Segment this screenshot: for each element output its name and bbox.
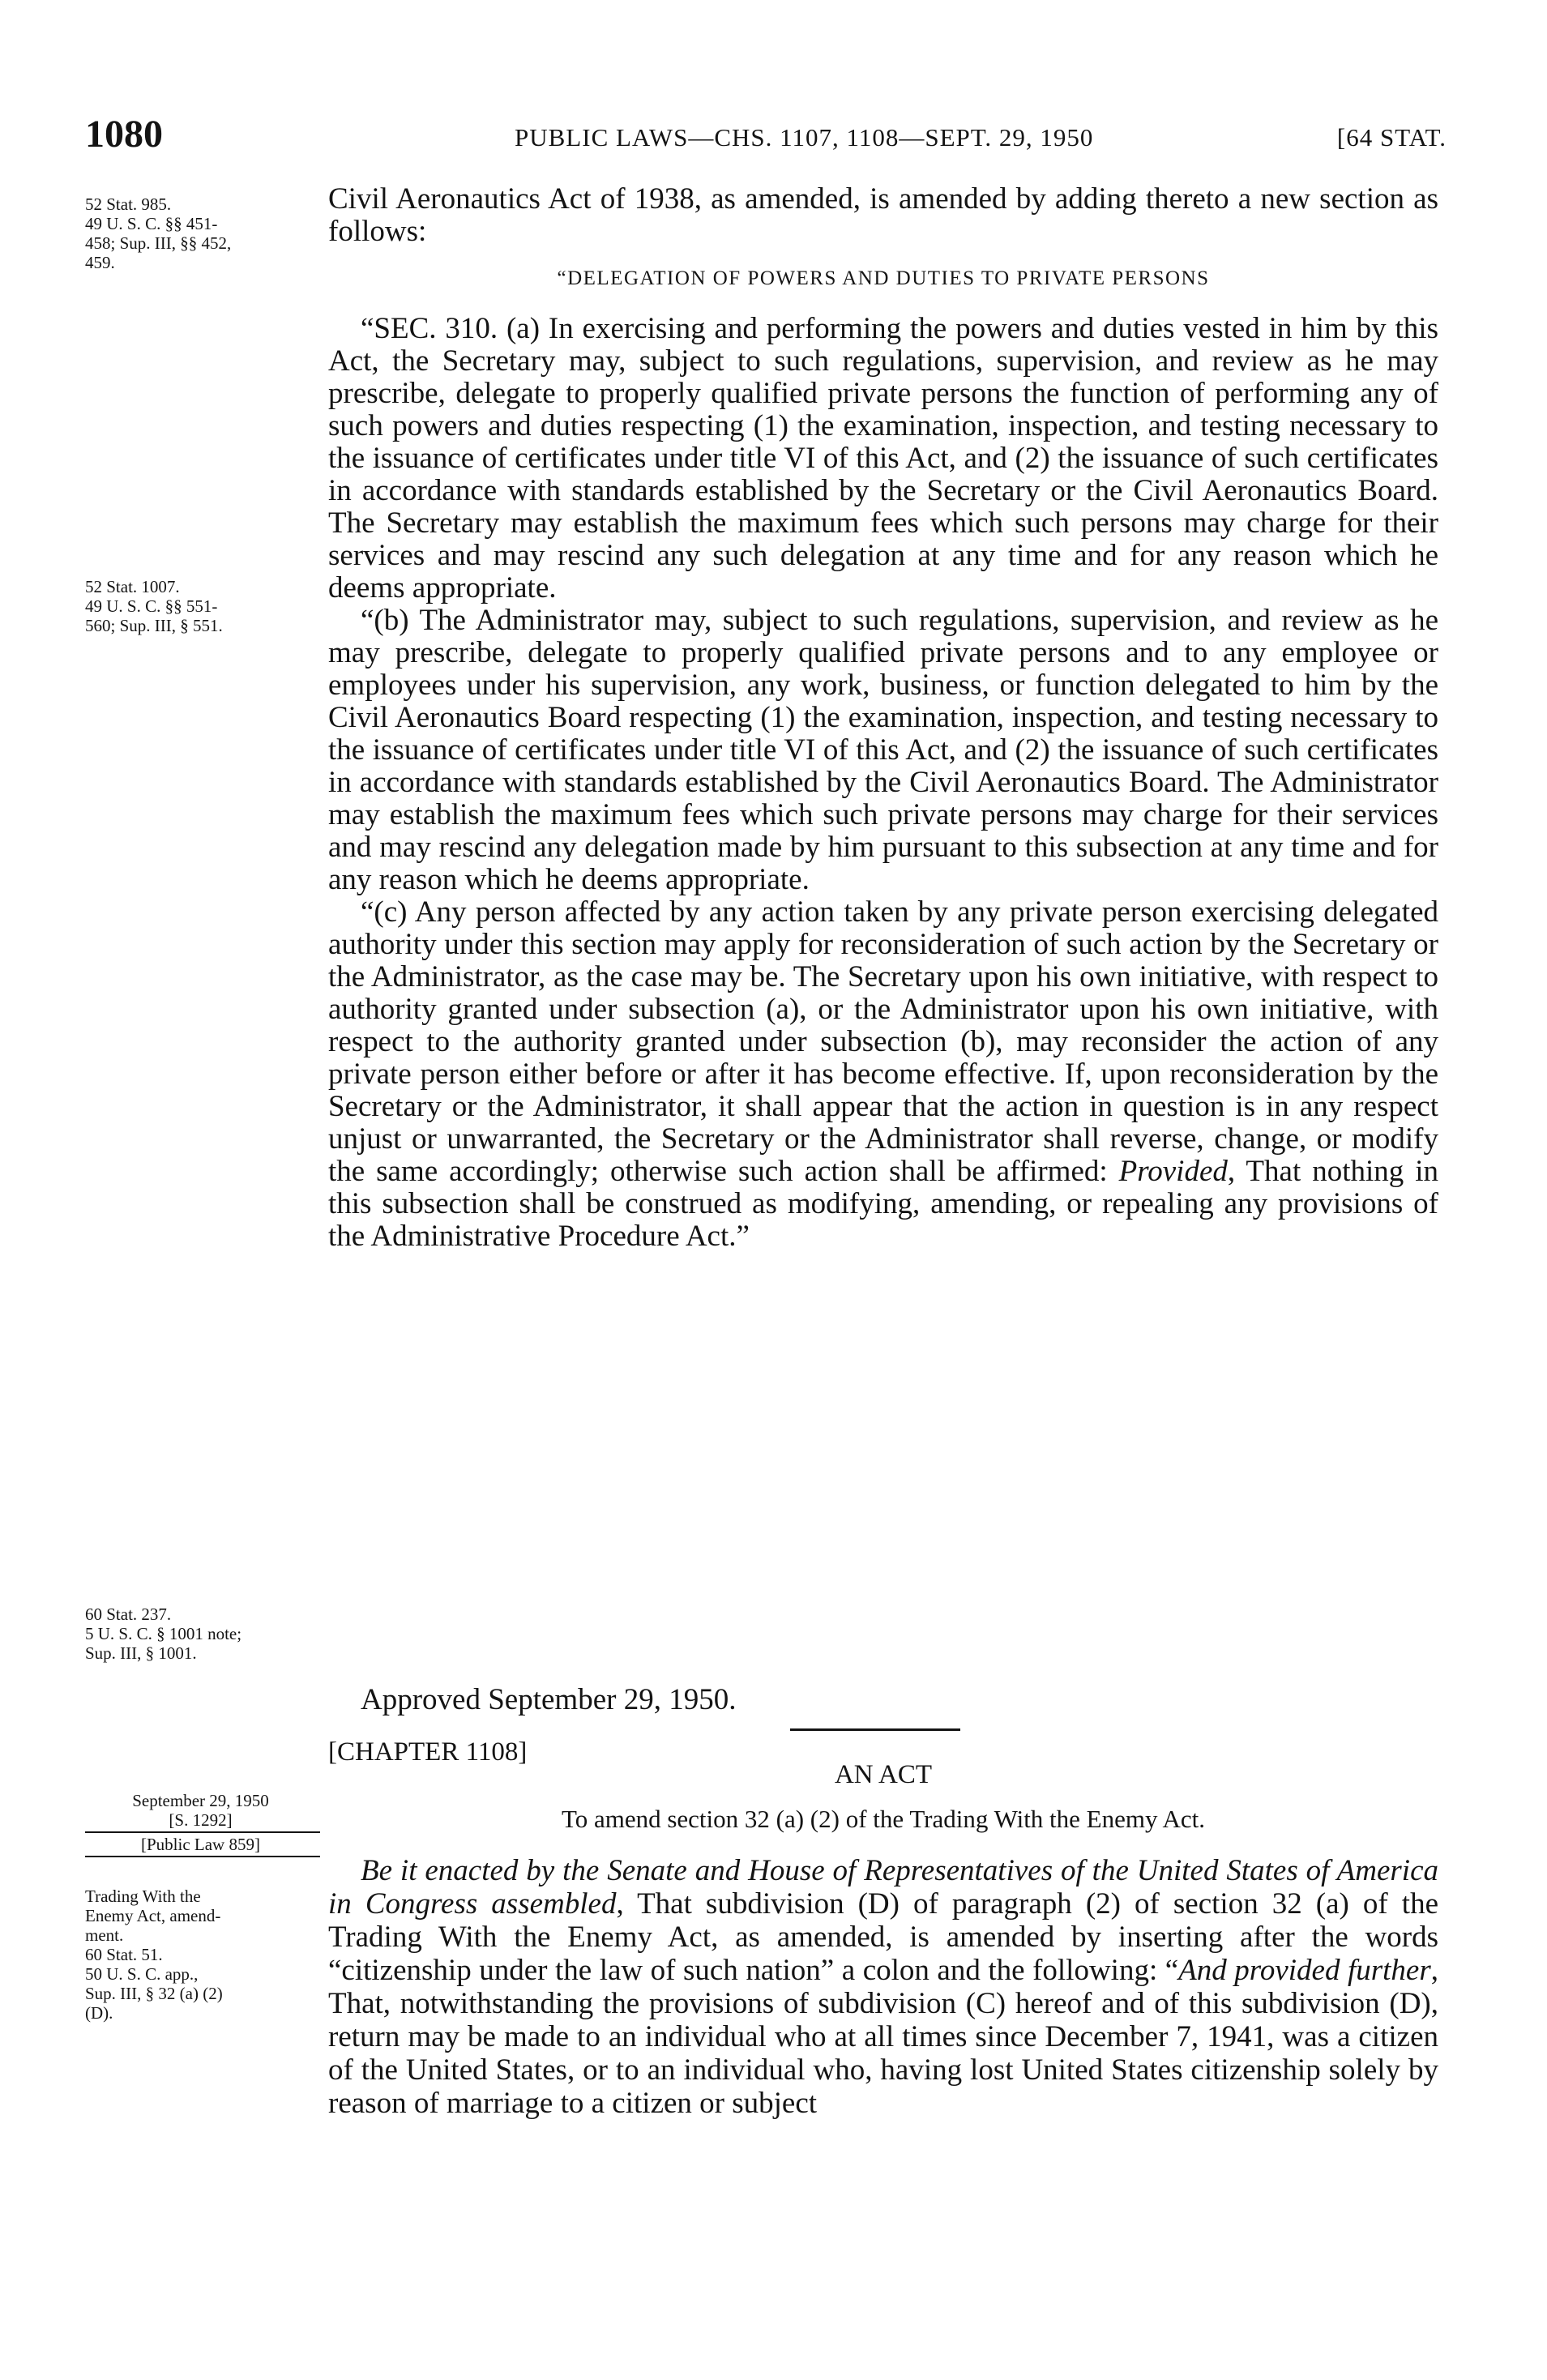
- margin-line: Enemy Act, amend-: [85, 1906, 221, 1925]
- proviso-word: Provided: [1118, 1155, 1228, 1188]
- margin-line: 459.: [85, 253, 115, 272]
- main-text: [328, 183, 1438, 1253]
- paragraph-b: “(b) The Administrator may, subject to such regulations, supervision, and review as he may prescribe, delegate to properly qualified private persons and to any employee or employees under his supervision, any work, business, or function delegated to him by the Civil Aeronautics Board respecting (1) the examination, inspection, and testing necessary to the issuance of certificates under title VI of this Act, and (2) the issuance of such certificates in accordance with standards established by the Civil Aeronautics Board. The Administrator may establish the maximum fees which such private persons may charge for their services and may rescind any delegation made by him pursuant to this subsection at any time and for any reason which he deems appropriate.: [328, 604, 1438, 896]
- paragraph-c-end: , That nothing in this subsection shall be construed as modifying, amending, or repealing any provisions of the Administrative Procedure Act.”: [328, 1155, 1438, 1253]
- margin-line: Sup. III, § 1001.: [85, 1643, 197, 1663]
- margin-line: 60 Stat. 51.: [85, 1945, 163, 1964]
- margin-line: ment.: [85, 1925, 124, 1945]
- enacting-clause: [328, 1854, 1438, 2120]
- margin-line: 49 U. S. C. §§ 551-: [85, 596, 218, 616]
- section-heading: “DELEGATION OF POWERS AND DUTIES TO PRIVATE PERSONS: [557, 267, 1210, 289]
- divider: [85, 1856, 320, 1857]
- margin-note-1: [85, 194, 328, 272]
- margin-line: (D).: [85, 2003, 113, 2023]
- paragraph-c: [328, 896, 1438, 1253]
- paragraph-a: “SEC. 310. (a) In exercising and performing the powers and duties vested in him by this Act, the Secretary may, subject to such regulations, supervision, and review as he may prescribe, delegate to properly qualified private persons the function of performing any of such powers and duties respecting (1) the examination, inspection, and testing necessary to the issuance of certificates under title VI of this Act, and (2) the issuance of such certificates in accordance with standards established by the Secretary or the Civil Aeronautics Board. The Secretary may establish the maximum fees which such persons may charge for their services and may rescind any such delegation at any time and for any reason which he deems appropriate.: [328, 312, 1438, 605]
- running-head: PUBLIC LAWS—CHS. 1107, 1108—SEPT. 29, 1950: [515, 123, 1094, 152]
- chapter-rule: [790, 1728, 960, 1731]
- enacting-text-continued: , That, notwithstanding the provisions of subdivision (C) hereof and of this subdivision (D), return may be made to an individual who at all times since December 7, 1941, was a citizen of the United States, or to an individual who, having lost United States citizenship solely by reason of marriage to a citizen or subject: [328, 1954, 1438, 2120]
- enacting-formula: Be it enacted by the Senate and House of Representatives of the United States of America in Congress assembled: [328, 1854, 1438, 1921]
- margin-line: 49 U. S. C. §§ 451-: [85, 214, 218, 233]
- page-header: [85, 112, 1447, 160]
- paragraph-c-text: “(c) Any person affected by any action taken by any private person exercising delegated authority under this section may apply for reconsideration of such action by the Secretary or the Administrator, as the case may be. The Secretary upon his own initiative, with respect to authority granted under subsection (a), or the Administrator upon his own initiative, with respect to the authority granted under subsection (b), may reconsider the action of any private person either before or after it has become effective. If, upon reconsideration by the Secretary or the Administrator, it shall appear that the action in question is in any respect unjust or unwarranted, the Secretary or the Administrator shall reverse, change, or modify the same accordingly; otherwise such action shall be affirmed:: [328, 895, 1438, 1188]
- approval-date-note: September 29, 1950: [132, 1791, 269, 1810]
- margin-line: Trading With the: [85, 1886, 201, 1906]
- chapter-label: [CHAPTER 1108]: [328, 1737, 528, 1767]
- margin-line: 50 U. S. C. app.,: [85, 1964, 199, 1984]
- margin-note-3: [85, 1604, 328, 1663]
- margin-note-5: [85, 1886, 328, 2023]
- margin-line: Sup. III, § 32 (a) (2): [85, 1984, 223, 2003]
- divider: [85, 1831, 320, 1833]
- margin-line: 458; Sup. III, §§ 452,: [85, 233, 232, 253]
- margin-line: 560; Sup. III, § 551.: [85, 616, 223, 635]
- approval-line: Approved September 29, 1950.: [361, 1683, 737, 1716]
- statute-reference: [64 STAT.: [1336, 123, 1447, 152]
- enacting-text: , That subdivision (D) of paragraph (2) of section 32 (a) of the Trading With the Enemy Act, as amended, is amended by inserting after the words “citizenship under the law of such nation” a colon and the following: “: [328, 1887, 1438, 1987]
- margin-line: 52 Stat. 1007.: [85, 577, 180, 596]
- bill-number-note: [S. 1292]: [169, 1810, 233, 1830]
- act-description: To amend section 32 (a) (2) of the Trading With the Enemy Act.: [561, 1805, 1206, 1833]
- proviso-phrase: And provided further: [1178, 1954, 1431, 1987]
- margin-line: 5 U. S. C. § 1001 note;: [85, 1624, 242, 1643]
- margin-line: 60 Stat. 237.: [85, 1604, 172, 1624]
- margin-line: 52 Stat. 985.: [85, 194, 172, 214]
- act-title: AN ACT: [834, 1760, 933, 1789]
- public-law-note: [Public Law 859]: [141, 1835, 260, 1854]
- margin-note-4: [85, 1791, 316, 1859]
- margin-note-2: [85, 577, 328, 635]
- page-number: 1080: [85, 113, 163, 156]
- intro-paragraph: Civil Aeronautics Act of 1938, as amended, is amended by adding thereto a new section as follows:: [328, 182, 1438, 248]
